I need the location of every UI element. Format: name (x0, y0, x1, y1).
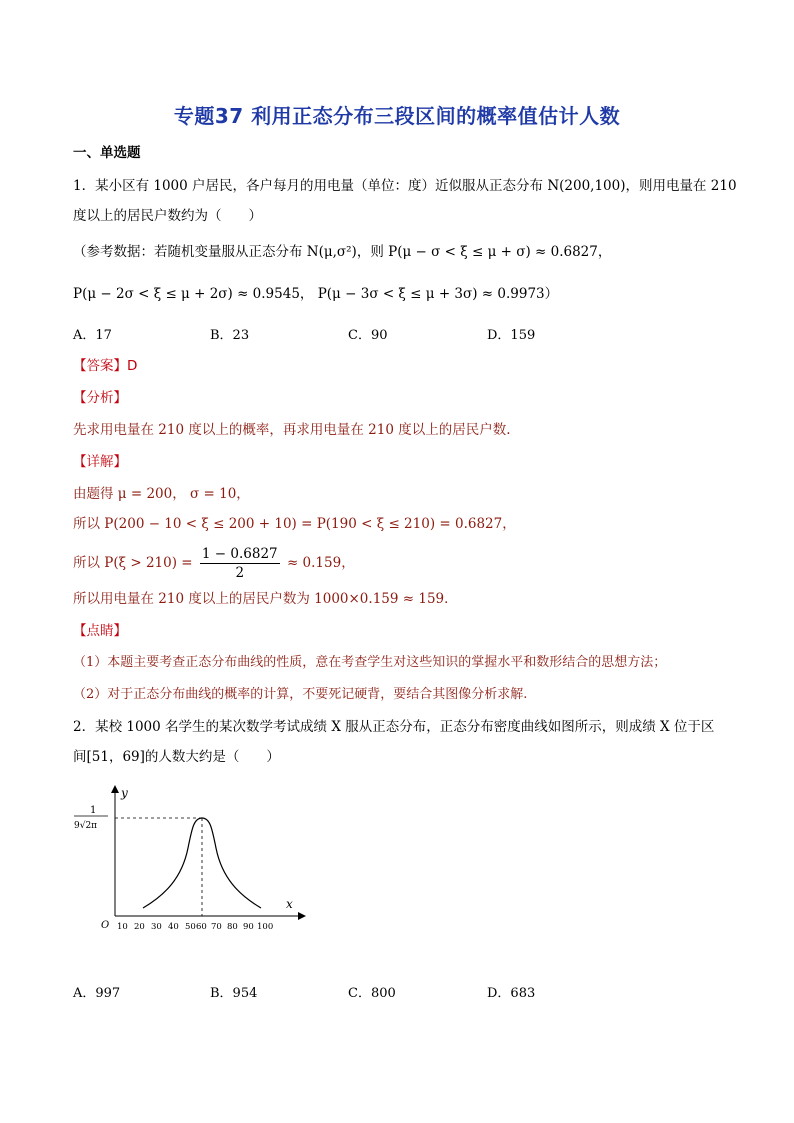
q1-point-label: 【点睛】 (73, 623, 127, 639)
origin-label: O (101, 920, 110, 931)
q1-detail-fraction (200, 545, 280, 582)
q1-answer-label: 【答案】D (73, 358, 138, 374)
q1-detail-step3 (73, 543, 355, 583)
peak-numerator: 1 (90, 805, 97, 816)
q1-detail-label: 【详解】 (73, 454, 127, 470)
page-title: 专题37 利用正态分布三段区间的概率值估计人数 (173, 104, 621, 128)
y-axis-arrow-icon (111, 785, 119, 793)
y-axis-label: y (121, 786, 128, 800)
fraction-denominator: 2 (235, 565, 245, 581)
q1-analysis-text: 先求用电量在 210 度以上的概率，再求用电量在 210 度以上的居民户数. (73, 422, 511, 438)
q2-stem-line1: 2．某校 1000 名学生的某次数学考试成绩 X 服从正态分布，正态分布密度曲线如图所示，则成绩 X 位于区 (73, 719, 715, 735)
x-tick-label: 40 (168, 922, 179, 932)
x-tick-label: 30 (151, 922, 162, 932)
q1-reference-line2: P(μ − 2σ < ξ ≤ μ + 2σ) ≈ 0.9545， P(μ − 3σ < ξ ≤ μ + 3σ) ≈ 0.9973） (73, 286, 559, 302)
q1-stem-line1: 1．某小区有 1000 户居民，各户每月的用电量（单位：度）近似服从正态分布 N(200,100)，则用电量在 210 (73, 178, 737, 194)
x-tick-label: 60 (196, 922, 207, 932)
q1-option-d[interactable]: D．159 (487, 328, 536, 343)
x-tick-label: 70 (211, 922, 222, 932)
q2-option-a[interactable]: A．997 (73, 986, 121, 1001)
q2-stem-line2: 间[51，69]的人数大约是（ ） (73, 749, 280, 765)
q1-option-a[interactable]: A．17 (73, 328, 112, 343)
q1-option-b[interactable]: B．23 (210, 328, 250, 343)
q1-detail-step2: 所以 P(200 − 10 < ξ ≤ 200 + 10) = P(190 < ξ ≤ 210) = 0.6827， (73, 516, 516, 532)
q1-detail-step1: 由题得 μ = 200， σ = 10， (73, 486, 250, 502)
x-tick-label: 100 (257, 922, 274, 932)
q2-option-b[interactable]: B．954 (210, 986, 258, 1001)
x-tick-label: 50 (185, 922, 196, 932)
q1-detail-step4: 所以用电量在 210 度以上的居民户数为 1000×0.159 ≈ 159． (73, 591, 458, 607)
section-heading: 一、单选题 (73, 145, 141, 161)
fraction-numerator: 1 − 0.6827 (201, 546, 278, 562)
x-tick-label: 90 (243, 922, 254, 932)
x-axis-label: x (286, 897, 293, 911)
q1-detail-step3-prefix: 所以 P(ξ > 210) = (73, 555, 193, 571)
q1-option-c[interactable]: C．90 (348, 328, 388, 343)
x-tick-label: 10 (117, 922, 128, 932)
normal-density-graph (70, 783, 310, 938)
q1-reference-line1: （参考数据：若随机变量服从正态分布 N(μ,σ²)，则 P(μ − σ < ξ ≤ μ + σ) ≈ 0.6827， (73, 244, 612, 260)
q1-detail-step3-suffix: ≈ 0.159， (286, 555, 355, 571)
q1-stem-line2: 度以上的居民户数约为（ ） (73, 208, 262, 224)
q2-option-c[interactable]: C．800 (348, 986, 396, 1001)
x-tick-label: 80 (227, 922, 238, 932)
q1-point-2: （2）对于正态分布曲线的概率的计算，不要死记硬背，要结合其图像分析求解. (73, 687, 528, 702)
q2-option-d[interactable]: D．683 (487, 986, 536, 1001)
q1-point-1: （1）本题主要考查正态分布曲线的性质，意在考查学生对这些知识的掌握水平和数形结合的思想方法； (73, 655, 667, 670)
x-tick-label: 20 (134, 922, 145, 932)
peak-denominator: 9√2π (74, 821, 98, 831)
x-axis-arrow-icon (298, 912, 306, 920)
q1-analysis-label: 【分析】 (73, 390, 127, 406)
